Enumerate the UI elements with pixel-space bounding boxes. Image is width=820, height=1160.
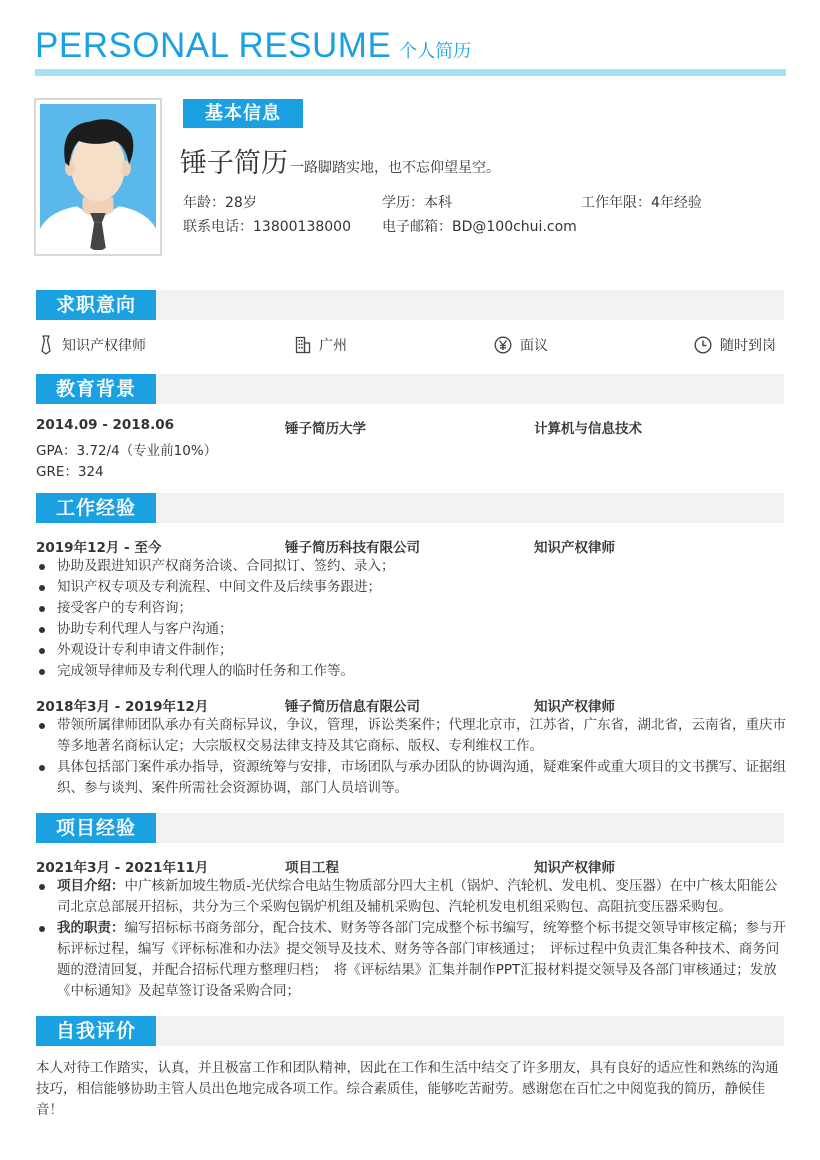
list-item: 接受客户的专利咨询； <box>36 598 786 619</box>
project-intro <box>36 876 786 918</box>
building-icon <box>295 336 311 354</box>
intent-city <box>295 334 347 356</box>
project-period: 2021年3月 - 2021年11月 <box>36 860 209 876</box>
self-evaluation-text: 本人对待工作踏实，认真，并且极富工作和团队精神，因此在工作和生活中结交了许多朋友，具有良好的适应性和熟练的沟通技巧，相信能够协助主管人员出色地完成各项工作。综合素质佳，能够吃苦耐劳。感谢您在百忙之中阅览我的简历，静候佳音！ <box>36 1060 779 1118</box>
project-name: 项目工程 <box>285 860 339 876</box>
intent-start <box>694 334 776 356</box>
section-self-evaluation <box>36 1016 784 1046</box>
resume-title-en: PERSONAL RESUME <box>35 26 392 65</box>
list-item: 完成领导律师及专利代理人的临时任务和工作等。 <box>36 661 786 682</box>
tie-icon <box>38 335 54 355</box>
edu-gpa: GPA：3.72/4（专业前10%） <box>36 443 218 459</box>
intent-city-label: 广州 <box>319 338 347 354</box>
name-line <box>180 141 500 180</box>
project-intro-label: 项目介绍： <box>57 878 125 894</box>
resume-title-cn: 个人简历 <box>399 41 472 62</box>
job1-period: 2019年12月 - 至今 <box>36 540 162 556</box>
section-title: 自我评价 <box>36 1016 156 1046</box>
info-phone: 联系电话：13800138000 <box>183 219 351 235</box>
job2-company: 锤子简历信息有限公司 <box>285 699 420 715</box>
section-job-intent <box>36 290 784 320</box>
job2-period: 2018年3月 - 2019年12月 <box>36 699 209 715</box>
candidate-name: 锤子简历 <box>180 148 288 179</box>
avatar-illustration <box>40 104 156 250</box>
candidate-motto: 一路脚踏实地，也不忘仰望星空。 <box>290 160 500 176</box>
list-item: 外观设计专利申请文件制作； <box>36 640 786 661</box>
section-title: 工作经验 <box>36 493 156 523</box>
list-item: 协助专利代理人与客户沟通； <box>36 619 786 640</box>
intent-start-label: 随时到岗 <box>720 338 776 354</box>
list-item: 具体包括部门案件承办指导，资源统筹与安排，市场团队与承办团队的协调沟通，疑难案件或重大项目的文书撰写、证据组织、参与谈判、案件所需社会资源协调，部门人员培训等。 <box>36 757 786 799</box>
section-title: 项目经验 <box>36 813 156 843</box>
basic-info-tag: 基本信息 <box>183 99 303 128</box>
section-project <box>36 813 784 843</box>
project-role: 知识产权律师 <box>534 860 615 876</box>
edu-gre: GRE：324 <box>36 464 104 480</box>
job1-company: 锤子简历科技有限公司 <box>285 540 420 556</box>
info-age: 年龄：28岁 <box>183 195 257 211</box>
yen-icon <box>494 336 512 354</box>
project-duty-label: 我的职责： <box>57 920 125 936</box>
intent-salary-label: 面议 <box>520 338 548 354</box>
job1-role: 知识产权律师 <box>534 540 615 556</box>
header-divider <box>35 69 786 76</box>
project-intro-text: 中广核新加坡生物质-光伏综合电站生物质部分四大主机（锅炉、汽轮机、发电机、变压器）在中广核太阳能公司北京总部展开招标，共分为三个采购包锅炉机组及辅机采购包、汽轮机发电机组采购包、高阻抗变压器采购包。 <box>57 878 778 915</box>
list-item: 带领所属律师团队承办有关商标异议，争议，管理，诉讼类案件；代理北京市，江苏省，广东省，湖北省，云南省，重庆市等多地著名商标认定；大宗版权交易法律支持及其它商标、版权、专利维权工作。 <box>36 715 786 757</box>
list-item: 知识产权专项及专利流程、中间文件及后续事务跟进； <box>36 577 786 598</box>
intent-position <box>38 334 146 356</box>
clock-icon <box>694 336 712 354</box>
edu-major: 计算机与信息技术 <box>534 421 642 437</box>
section-title: 教育背景 <box>36 374 156 404</box>
list-item: 协助及跟进知识产权商务洽谈、合同拟订、签约、录入； <box>36 556 786 577</box>
info-email: 电子邮箱：BD@100chui.com <box>382 219 577 235</box>
project-duty-text: 编写招标标书商务部分，配合技术、财务等各部门完成整个标书编写，统筹整个标书提交领导审核定稿；参与开标评标过程，编写《评标标准和办法》提交领导及技术、财务等各部门审核通过； 评标过程中负责汇集各种技术、商务问题的澄清回复，并配合招标代理方整理归档； 将《评标结果》汇集并制作PPT汇报材料提交领导及各部门审核通过；发放《中标通知》及起草签订设备采购合同； <box>57 920 786 999</box>
section-education <box>36 374 784 404</box>
project-details <box>36 876 786 1002</box>
info-education: 学历：本科 <box>382 195 452 211</box>
edu-school: 锤子简历大学 <box>285 421 366 437</box>
edu-period: 2014.09 - 2018.06 <box>36 417 174 433</box>
job2-duties <box>36 715 786 799</box>
info-experience: 工作年限：4年经验 <box>581 195 702 211</box>
intent-salary <box>494 334 548 356</box>
section-work <box>36 493 784 523</box>
project-duty <box>36 918 786 1002</box>
resume-header <box>35 26 471 66</box>
intent-position-label: 知识产权律师 <box>62 338 146 354</box>
section-title: 求职意向 <box>36 290 156 320</box>
avatar-photo <box>34 98 162 256</box>
job1-duties <box>36 556 786 682</box>
job2-role: 知识产权律师 <box>534 699 615 715</box>
